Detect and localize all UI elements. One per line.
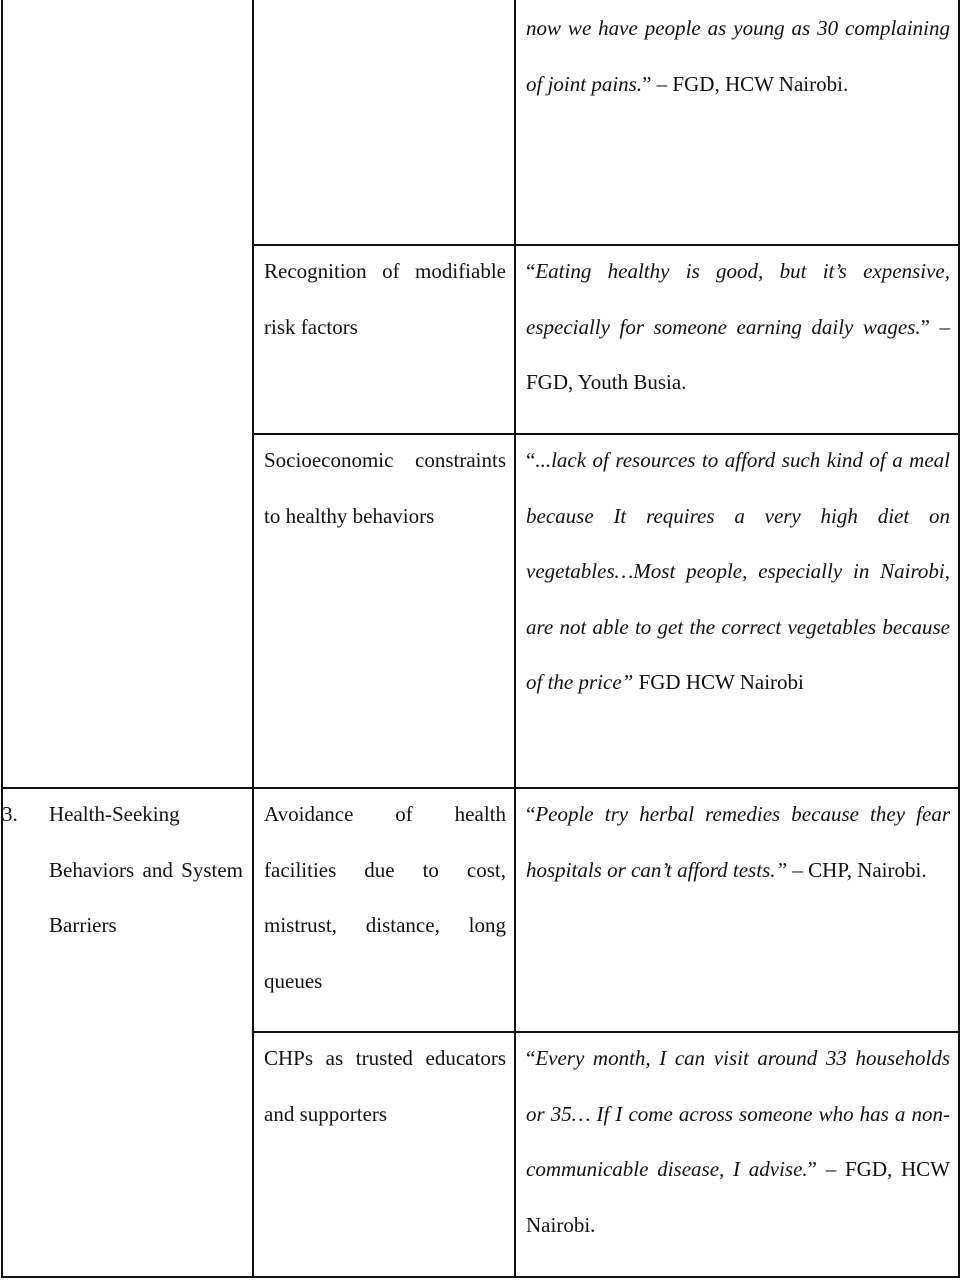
table-border-right [958,0,960,1278]
quote-cell [526,1031,950,1253]
quote-cell [526,1,950,112]
quote-italic: Every month, I can visit around 33 households or 35… If I come across someone who has a non-communicable disease, I advise. [526,1046,950,1181]
quote-italic: Eating healthy is good, but it’s expensive, especially for someone earning daily wages. [526,259,950,339]
quote-text [526,433,950,711]
quote-open-mark: “ [526,802,536,826]
quote-open-mark: “ [526,259,536,283]
subtheme-cell [264,1031,506,1142]
table-divider-col1 [252,0,254,1278]
quote-text [526,787,950,898]
quote-italic: ...lack of resources to afford such kind of a meal because It requires a very high diet on vegetables…Most people, especially in Nairobi, are not able to get the correct vegetables because of the price” [526,448,950,694]
subtheme-cell [264,787,506,1009]
quote-open-mark: “ [526,448,536,472]
theme-number: 3. [2,802,18,826]
quote-cell [526,244,950,411]
quote-italic: People try herbal remedies because they fear hospitals or can’t afford tests.” [526,802,950,882]
quote-italic: now we have people as young as 30 complaining of joint pains. [526,16,950,96]
table-divider-col2 [514,0,516,1278]
subtheme-text: Socioeconomic constraints to healthy behaviors [264,448,506,528]
quote-text [526,1031,950,1253]
quote-attribution: ” – FGD, HCW Nairobi. [642,71,849,96]
theme-label-wrap [0,787,243,954]
quote-open-mark: “ [526,1046,536,1070]
theme-cell [0,787,243,954]
quote-cell [526,433,950,711]
quote-text [526,244,950,411]
subtheme-text: Recognition of modifiable risk factors [264,259,506,339]
table-border-left [1,0,3,1278]
quote-attribution: ” – FGD, Youth Busia. [526,314,951,394]
subtheme-cell [264,433,506,544]
quote-cell [526,787,950,898]
subtheme-text: CHPs as trusted educators and supporters [264,1046,506,1126]
theme-label: Health-Seeking Behaviors and System Barriers [49,802,243,937]
subtheme-text: Avoidance of health facilities due to cost, mistrust, distance, long queues [264,802,506,993]
quote-text [526,1,950,112]
quote-attribution: FGD HCW Nairobi [638,670,804,694]
subtheme-cell [264,244,506,355]
quote-attribution: – CHP, Nairobi. [792,857,927,882]
table-border-bottom [1,1276,960,1278]
quote-attribution: ” – FGD, HCW Nairobi. [526,1157,950,1237]
